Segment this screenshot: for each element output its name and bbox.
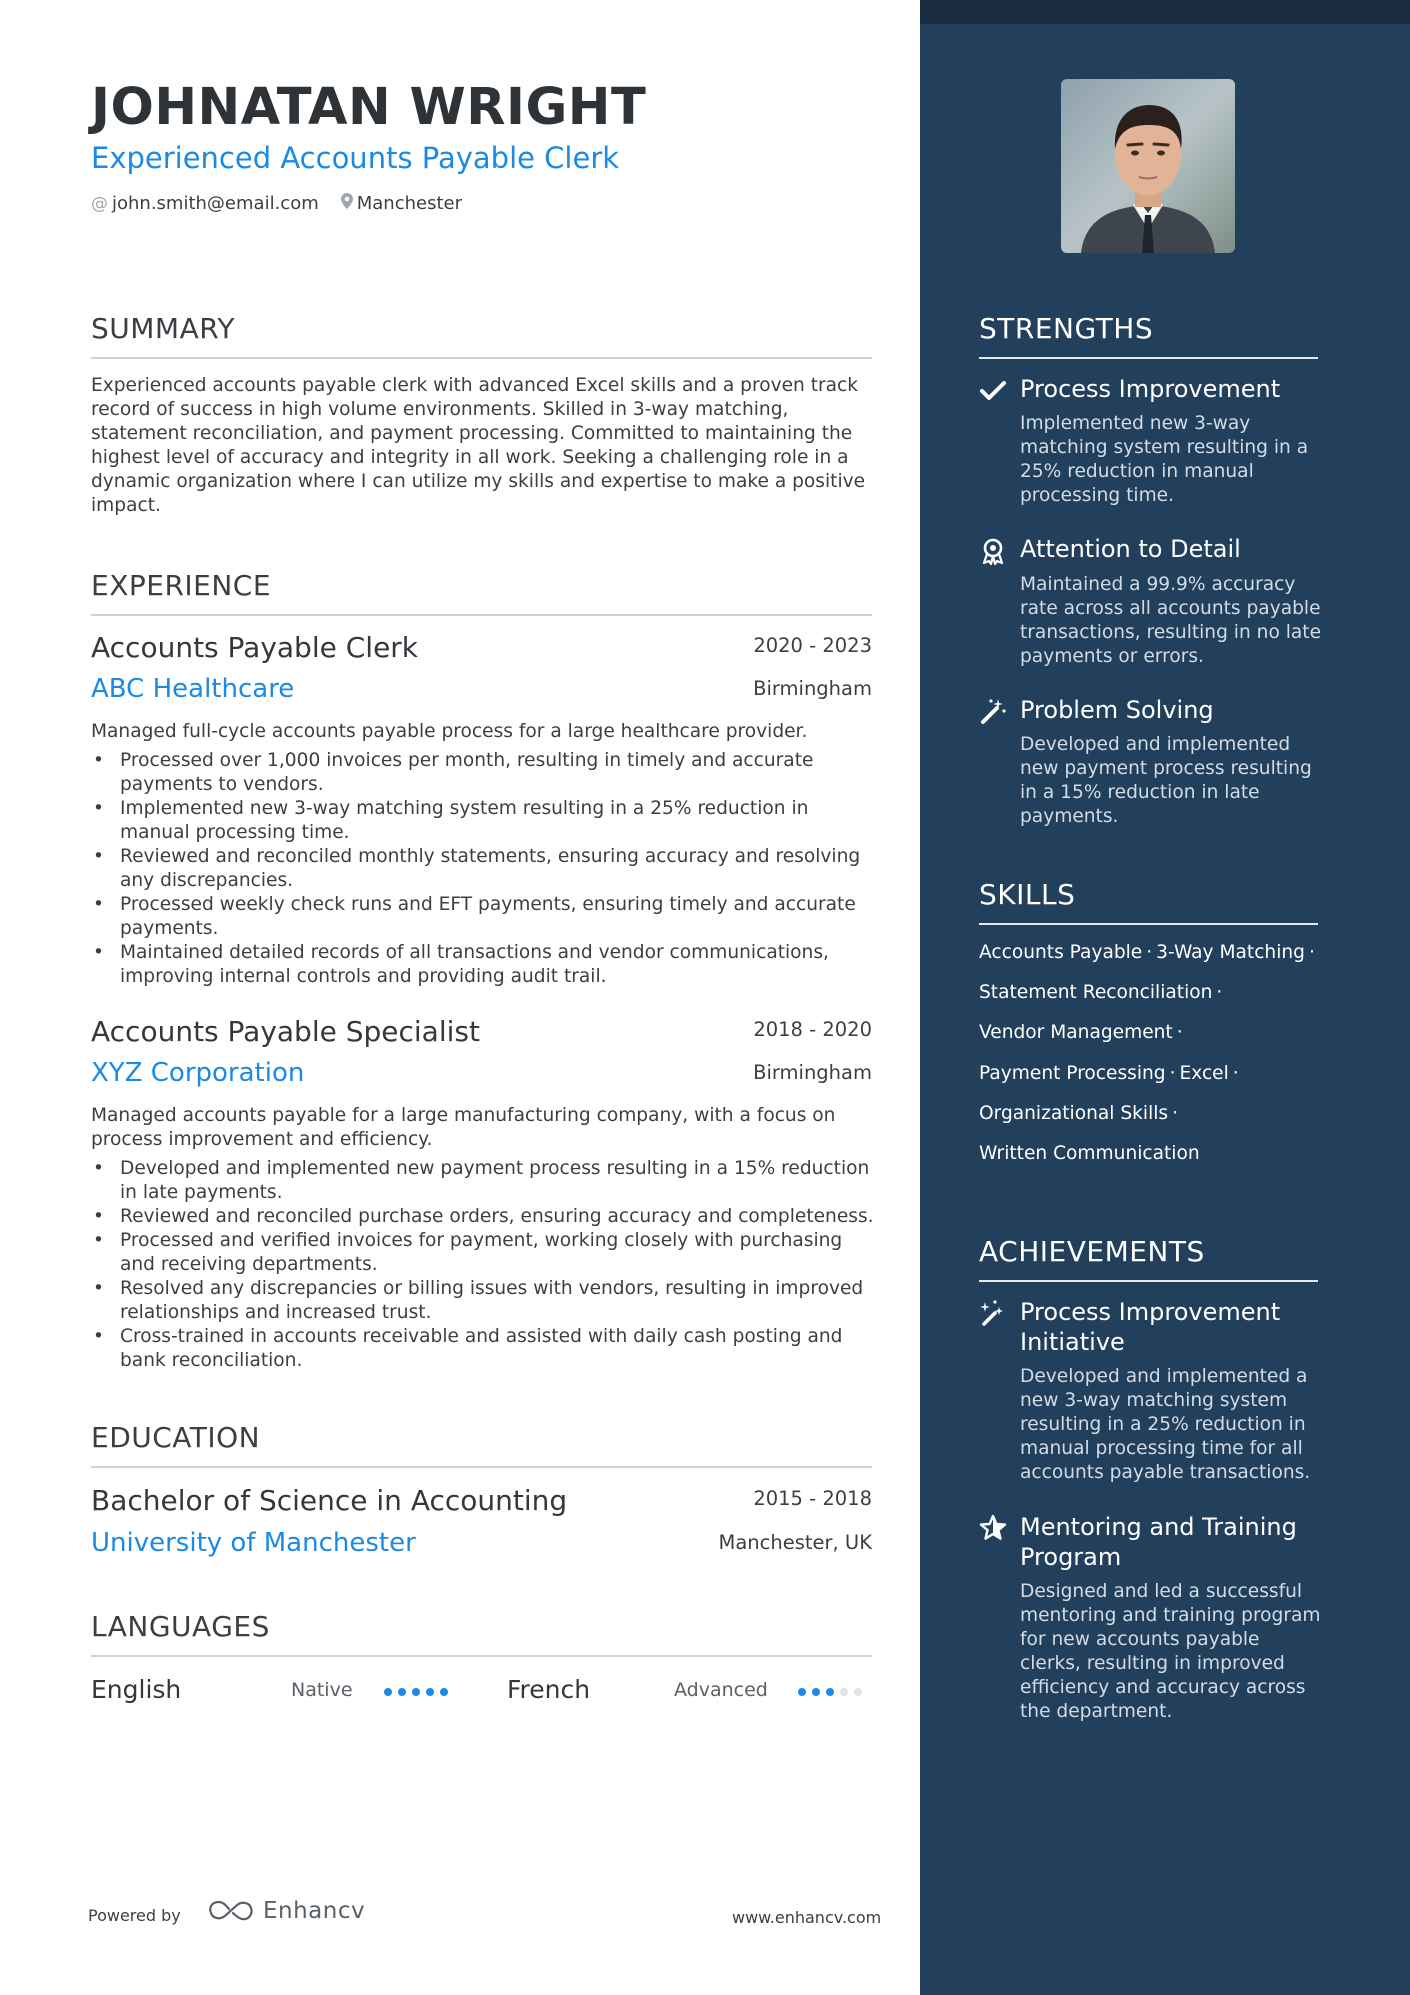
language-dots <box>798 1688 868 1696</box>
powered-by-label: Powered by <box>88 1906 181 1925</box>
education-heading: EDUCATION <box>91 1420 872 1468</box>
bullet-item: • Implemented new 3-way matching system resulting in a 25% reduction in manual processing time. <box>91 797 881 845</box>
education-location: Manchester, UK <box>718 1531 872 1554</box>
job-role: Accounts Payable Clerk <box>91 631 419 664</box>
proficiency-dot-filled <box>440 1688 448 1696</box>
strength-text: Developed and implemented new payment process resulting in a 15% reduction in late payments. <box>1020 734 1312 827</box>
skills-line <box>979 1062 1243 1086</box>
skill-tag: Organizational Skills <box>979 1103 1169 1124</box>
job-company: ABC Healthcare <box>91 674 295 704</box>
contact-line <box>91 193 462 214</box>
check-icon <box>979 377 1007 405</box>
enhancv-brand: Enhancv <box>263 1898 366 1924</box>
profile-photo <box>1061 79 1235 253</box>
skill-separator: · <box>1308 942 1315 963</box>
sidebar-top-band <box>920 0 1410 24</box>
candidate-title: Experienced Accounts Payable Clerk <box>91 141 620 175</box>
achievement-title: Process Improvement Initiative <box>1020 1298 1281 1356</box>
languages-row <box>91 1672 872 1708</box>
skill-separator: · <box>1216 982 1223 1003</box>
proficiency-dot-filled <box>812 1688 820 1696</box>
bullet-item: • Reviewed and reconciled monthly statements, ensuring accuracy and resolving any discrepancies. <box>91 845 881 893</box>
bullet-item: • Resolved any discrepancies or billing issues with vendors, resulting in improved relationships and increased trust. <box>91 1277 881 1325</box>
skill-tag: Accounts Payable <box>979 942 1143 963</box>
job-bullets <box>91 1157 881 1373</box>
skill-tag: Vendor Management <box>979 1022 1173 1043</box>
summary-text: Experienced accounts payable clerk with advanced Excel skills and a proven track record of success in high volume environments. Skilled in 3-way matching, statement reconciliation, and payment processing. Committed to maintaining the highest level of accuracy and integrity in all work. Seeking a challenging role in a dynamic organization where I can utilize my skills and expertise to make a positive impact. <box>91 375 866 516</box>
skill-separator: · <box>1172 1103 1179 1124</box>
skill-separator: · <box>1146 942 1153 963</box>
skill-tag: 3-Way Matching <box>1156 942 1305 963</box>
email-text[interactable]: john.smith@email.com <box>112 193 319 214</box>
job-location: Birmingham <box>753 1061 872 1084</box>
award-ribbon-icon <box>979 537 1007 565</box>
proficiency-dot-filled <box>798 1688 806 1696</box>
job-description: Managed accounts payable for a large manufacturing company, with a focus on process improvement and efficiency. <box>91 1105 836 1150</box>
job-description: Managed full-cycle accounts payable process for a large healthcare provider. <box>91 721 808 742</box>
education-dates: 2015 - 2018 <box>753 1487 872 1510</box>
proficiency-dot-filled <box>826 1688 834 1696</box>
bullet-item: • Processed over 1,000 invoices per month, resulting in timely and accurate payments to vendors. <box>91 749 881 797</box>
strength-title: Problem Solving <box>1020 696 1214 724</box>
magic-wand-icon <box>979 697 1007 725</box>
skills-line <box>979 1021 1187 1045</box>
proficiency-dot-filled <box>412 1688 420 1696</box>
job-dates: 2018 - 2020 <box>753 1018 872 1041</box>
bullet-item: • Reviewed and reconciled purchase orders, ensuring accuracy and completeness. <box>91 1205 881 1229</box>
map-pin-icon <box>341 193 353 214</box>
star-icon <box>979 1514 1007 1542</box>
strength-text: Implemented new 3-way matching system resulting in a 25% reduction in manual processing time. <box>1020 413 1309 506</box>
bullet-item: • Processed and verified invoices for payment, working closely with purchasing and receiving departments. <box>91 1229 881 1277</box>
enhancv-url[interactable]: www.enhancv.com <box>732 1908 882 1927</box>
achievement-text: Developed and implemented a new 3-way matching system resulting in a 25% reduction in manual processing time for all accounts payable transactions. <box>1020 1366 1311 1483</box>
language-name: English <box>91 1675 182 1704</box>
infinity-logo-icon <box>207 1898 255 1924</box>
job-dates: 2020 - 2023 <box>753 634 872 657</box>
skill-tag: Written Communication <box>979 1143 1200 1164</box>
enhancv-logo[interactable] <box>207 1898 365 1924</box>
bullet-item: • Cross-trained in accounts receivable and assisted with daily cash posting and bank reconciliation. <box>91 1325 881 1373</box>
bullet-item: • Processed weekly check runs and EFT payments, ensuring timely and accurate payments. <box>91 893 881 941</box>
language-level: Native <box>291 1679 353 1701</box>
skill-tag: Statement Reconciliation <box>979 982 1213 1003</box>
proficiency-dot-empty <box>854 1688 862 1696</box>
job-role: Accounts Payable Specialist <box>91 1015 480 1048</box>
proficiency-dot-filled <box>398 1688 406 1696</box>
sidebar <box>920 0 1410 1995</box>
proficiency-dot-empty <box>840 1688 848 1696</box>
language-dots <box>384 1688 454 1696</box>
skills-line <box>979 1142 1200 1166</box>
summary-heading: SUMMARY <box>91 311 872 359</box>
degree: Bachelor of Science in Accounting <box>91 1484 568 1517</box>
strength-text: Maintained a 99.9% accuracy rate across all accounts payable transactions, resulting in no late payments or errors. <box>1020 574 1322 667</box>
bullet-item: • Maintained detailed records of all transactions and vendor communications, improving internal controls and providing audit trail. <box>91 941 881 989</box>
skill-tag: Payment Processing <box>979 1063 1166 1084</box>
language-level: Advanced <box>674 1679 768 1701</box>
skills-heading: SKILLS <box>979 877 1318 925</box>
strength-title: Process Improvement <box>1020 375 1281 403</box>
job-location: Birmingham <box>753 677 872 700</box>
skill-separator: · <box>1169 1063 1176 1084</box>
bullet-item: • Developed and implemented new payment process resulting in a 15% reduction in late payments. <box>91 1157 881 1205</box>
at-icon: @ <box>91 193 108 214</box>
achievements-heading: ACHIEVEMENTS <box>979 1234 1318 1282</box>
strength-title: Attention to Detail <box>1020 535 1241 563</box>
achievement-text: Designed and led a successful mentoring and training program for new accounts payable clerks, resulting in improved efficiency and accuracy across the department. <box>1020 1581 1321 1722</box>
job-bullets <box>91 749 881 989</box>
languages-heading: LANGUAGES <box>91 1609 872 1657</box>
school: University of Manchester <box>91 1528 416 1558</box>
skills-line <box>979 941 1319 965</box>
sparkle-wand-icon <box>979 1299 1007 1327</box>
location-text: Manchester <box>356 193 463 214</box>
language-name: French <box>507 1675 591 1704</box>
proficiency-dot-filled <box>426 1688 434 1696</box>
proficiency-dot-filled <box>384 1688 392 1696</box>
skills-line <box>979 981 1226 1005</box>
experience-heading: EXPERIENCE <box>91 568 872 616</box>
achievement-title: Mentoring and Training Program <box>1020 1513 1297 1571</box>
skill-separator: · <box>1232 1063 1239 1084</box>
strengths-heading: STRENGTHS <box>979 311 1318 359</box>
skill-separator: · <box>1176 1022 1183 1043</box>
skill-tag: Excel <box>1179 1063 1229 1084</box>
job-company: XYZ Corporation <box>91 1058 305 1088</box>
skills-line <box>979 1102 1182 1126</box>
candidate-name: JOHNATAN WRIGHT <box>91 78 647 137</box>
